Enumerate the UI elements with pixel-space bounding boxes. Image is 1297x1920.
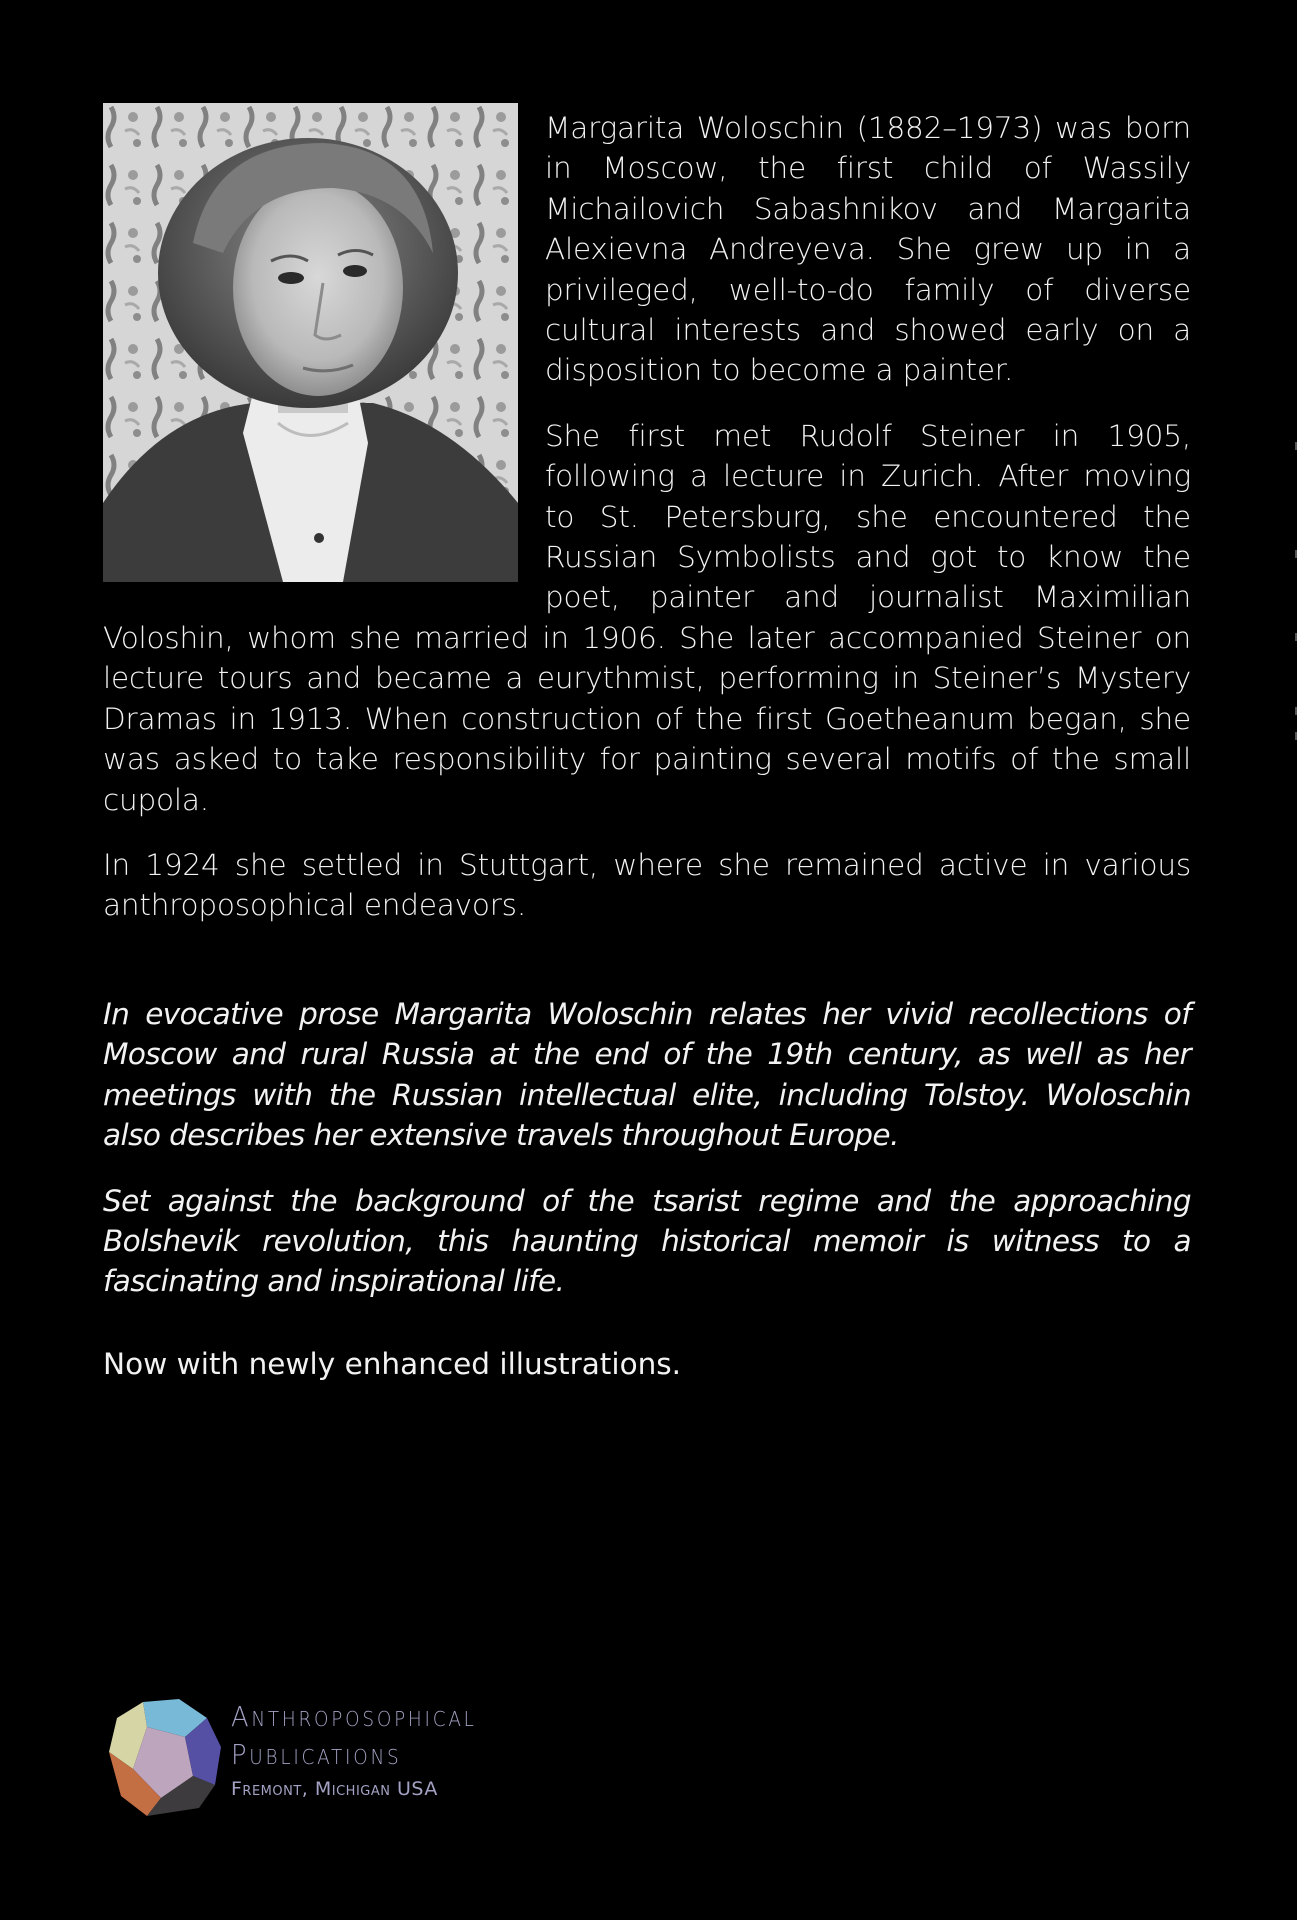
bio-paragraph: She first met Rudolf Steiner in 1905, following a lecture in Zurich. After moving to St. Petersburg, she encountered the Russian Symbolists and got to know the poet, painter and journalist Maximilian Voloshin, whom she married in 1906. She later accompanied Steiner on lecture tours and became a eurythmist, performing in Steiner’s Mystery Dramas in 1913. When construction of the first Goetheanum began, she was asked to take responsibility for painting several motifs of the small cupola. <box>103 418 1191 817</box>
bio-paragraph: In 1924 she settled in Stuttgart, where she remained active in various anthroposophical endeavors. <box>103 847 1191 923</box>
description-paragraph: Set against the background of the tsarist regime and the approaching Bolshevik revolution, this haunting historical memoir is witness to a fascinating and inspirational life. <box>103 1183 1191 1299</box>
publisher-logo <box>103 1694 533 1824</box>
book-description <box>103 994 1191 1327</box>
edition-note: Now with newly enhanced illustrations. <box>103 1347 682 1381</box>
author-portrait-photo <box>103 103 518 582</box>
author-biography <box>103 108 1191 951</box>
publisher-name <box>231 1698 498 1802</box>
bio-paragraph: Margarita Woloschin (1882–1973) was born in Moscow, the first child of Wassily Michailovich Sabashnikov and Margarita Alexievna Andreyeva. She grew up in a privileged, well-to-do family of diverse cultural interests and showed early on a disposition to become a painter. <box>545 111 1191 388</box>
publisher-name-line2: Publications <box>231 1738 402 1771</box>
portrait-illustration <box>103 103 518 582</box>
publisher-name-line1: Anthroposophical <box>231 1700 477 1733</box>
publisher-location: Fremont, Michigan USA <box>231 1778 438 1800</box>
dodecahedron-icon <box>103 1694 225 1816</box>
description-paragraph: In evocative prose Margarita Woloschin relates her vivid recollections of Moscow and rural Russia at the end of the 19th century, as well as her meetings with the Russian intellectual elite, including Tolstoy. Woloschin also describes her extensive travels throughout Europe. <box>103 997 1191 1153</box>
